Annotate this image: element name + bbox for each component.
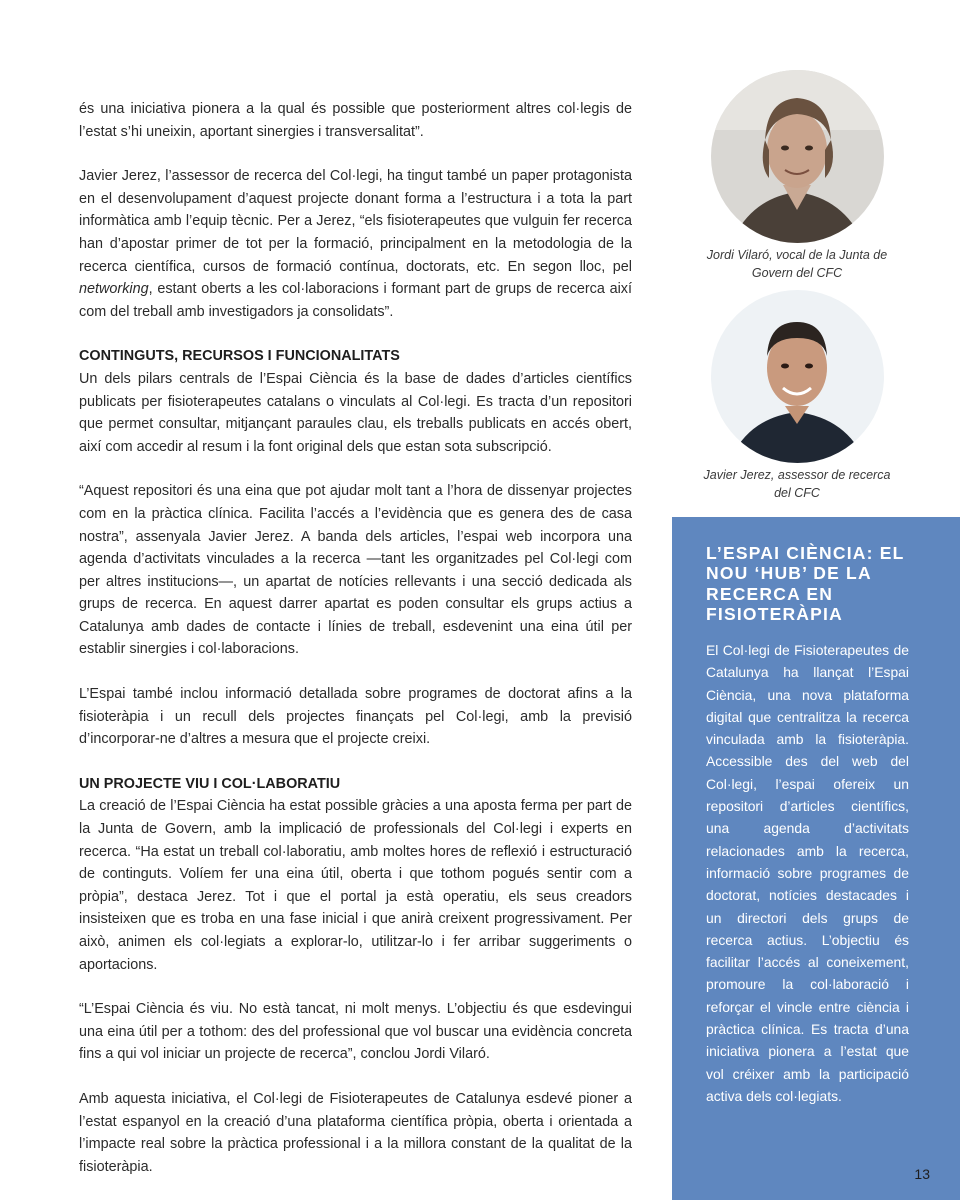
paragraph-intro: és una iniciativa pionera a la qual és possible que posteriorment altres col·legis de l’estat s’hi uneixin, aportant sinergies i transversalitat”. [79,101,632,140]
paragraph-jerez [79,165,632,323]
paragraph-conclusion: Amb aquesta iniciativa, el Col·legi de Fisioterapeutes de Catalunya esdevé pioner a l’estat espanyol en la creació d’una plataforma científica pròpia, oberta i orientada a l’impacte real sobre la pràctica professional i a la millora constant de la qualitat de la fisioteràpia. [79,1090,632,1175]
caption-javier-jerez: Javier Jerez, assessor de recerca del CFC [703,468,891,500]
article-body [79,98,632,1200]
paragraph-jerez-text-a: Javier Jerez, l’assessor de recerca del Col·legi, ha tingut també un paper protagonista en el desenvolupament d’aquest projecte donant forma a l’estructura i a tota la part informàtica amb l’equip tècnic. Per a Jerez, “els fisioterapeutes que vulguin fer recerca han d’apostar primer de tot per la formació, principalment en la metodologia de la recerca científica, cursos de formació contínua, doctorats, etc. En segon lloc, pel [79,168,632,275]
page-number: 13 [914,1166,930,1182]
portrait-jordi-vilaro [711,70,884,243]
paragraph-repository: Un dels pilars centrals de l’Espai Ciència és la base de dades d’articles científics publicats per fisioterapeutes catalans o vinculats al Col·legi. Es tracta d’un repositori que permet consultar, mitjançant paraules clau, els treballs publicats en accés obert, així com accedir al resum i la font original dels que estan sota subscripció. [79,370,632,455]
sidebar-text: El Col·legi de Fisioterapeutes de Catalunya ha llançat l’Espai Ciència, una nova plataforma digital que centralitza la recerca vinculada amb la fisioteràpia. Accessible des del web del Col·legi, l’espai ofereix un repositori d’articles científics, una agenda d’activitats relacionades amb la recerca, informació sobre programes de doctorat, notícies destacades i un directori dels grups de recerca actius. L’objectiu és facilitar l’accés al coneixement, promoure la col·laboració i reforçar el vincle entre ciència i pràctica clínica. Es tracta d’una iniciativa pionera a l’estat que vol créixer amb la participació activa dels col·legiats. [706,642,909,1104]
paragraph-doctorate: L’Espai també inclou informació detallada sobre programes de doctorat afins a la fisioteràpia i un recull dels projectes finançats pel Col·legi, amb la previsió d’incorporar-ne d’altres a mesura que el projecte creixi. [79,686,632,748]
caption-jordi-vilaro: Jordi Vilaró, vocal de la Junta de Govern del CFC [706,248,888,280]
section-heading-projecte: UN PROJECTE VIU I COL·LABORATIU [79,775,341,792]
paragraph-quote-vilaro: “L’Espai Ciència és viu. No està tancat, ni molt menys. L’objectiu és que esdevingui una eina útil per a tothom: des del professional que vol buscar una evidència concreta fins a qui vol iniciar un projecte de recerca”, conclou Jordi Vilaró. [79,1001,632,1063]
paragraph-jerez-text-b: , estant oberts a les col·laboracions i formant part de grups de recerca així com del treball amb investigadors ja consolidats”. [79,281,632,320]
networking-emphasis: networking [79,281,149,298]
section-heading-continguts: CONTINGUTS, RECURSOS I FUNCIONALITATS [79,348,400,365]
sidebar-box [672,517,960,1200]
portrait-javier-jerez [711,290,884,463]
paragraph-creation: La creació de l’Espai Ciència ha estat possible gràcies a una aposta ferma per part de la Junta de Govern, amb la implicació de professionals del Col·legi i experts en recerca. “Ha estat un treball col·laboratiu, amb moltes hores de reflexió i estructuració de continguts. Volíem fer una eina útil, oberta i que tothom pogués sentir com a pròpia”, destaca Jerez. Tot i que el portal ja està operatiu, els seus creadors insisteixen que es troba en una fase inicial i que anirà creixent progressivament. Per això, animen els col·legiats a explorar-lo, utilitzar-lo i fer arribar suggeriments o aportacions. [79,798,632,973]
paragraph-quote-jerez: “Aquest repositori és una eina que pot ajudar molt tant a l’hora de dissenyar projectes com en la pràctica clínica. Facilita l’accés a l’evidència que es genera des de casa nostra”, assenyala Javier Jerez. A banda dels articles, l’espai web incorpora una agenda d’activitats vinculades a la recerca —tant les organitzades pel Col·legi com per altres institucions—, un apartat de notícies rellevants i una secció dedicada als grups de recerca. En aquest darrer apartat es poden consultar els grups actius a Catalunya amb dades de contacte i línies de treball, esdevenint una eina útil per establir sinergies i col·laboracions. [79,483,632,658]
sidebar-title: L’ESPAI CIÈNCIA: EL NOU ‘HUB’ DE LA RECERCA EN FISIOTERÀPIA [706,543,905,625]
